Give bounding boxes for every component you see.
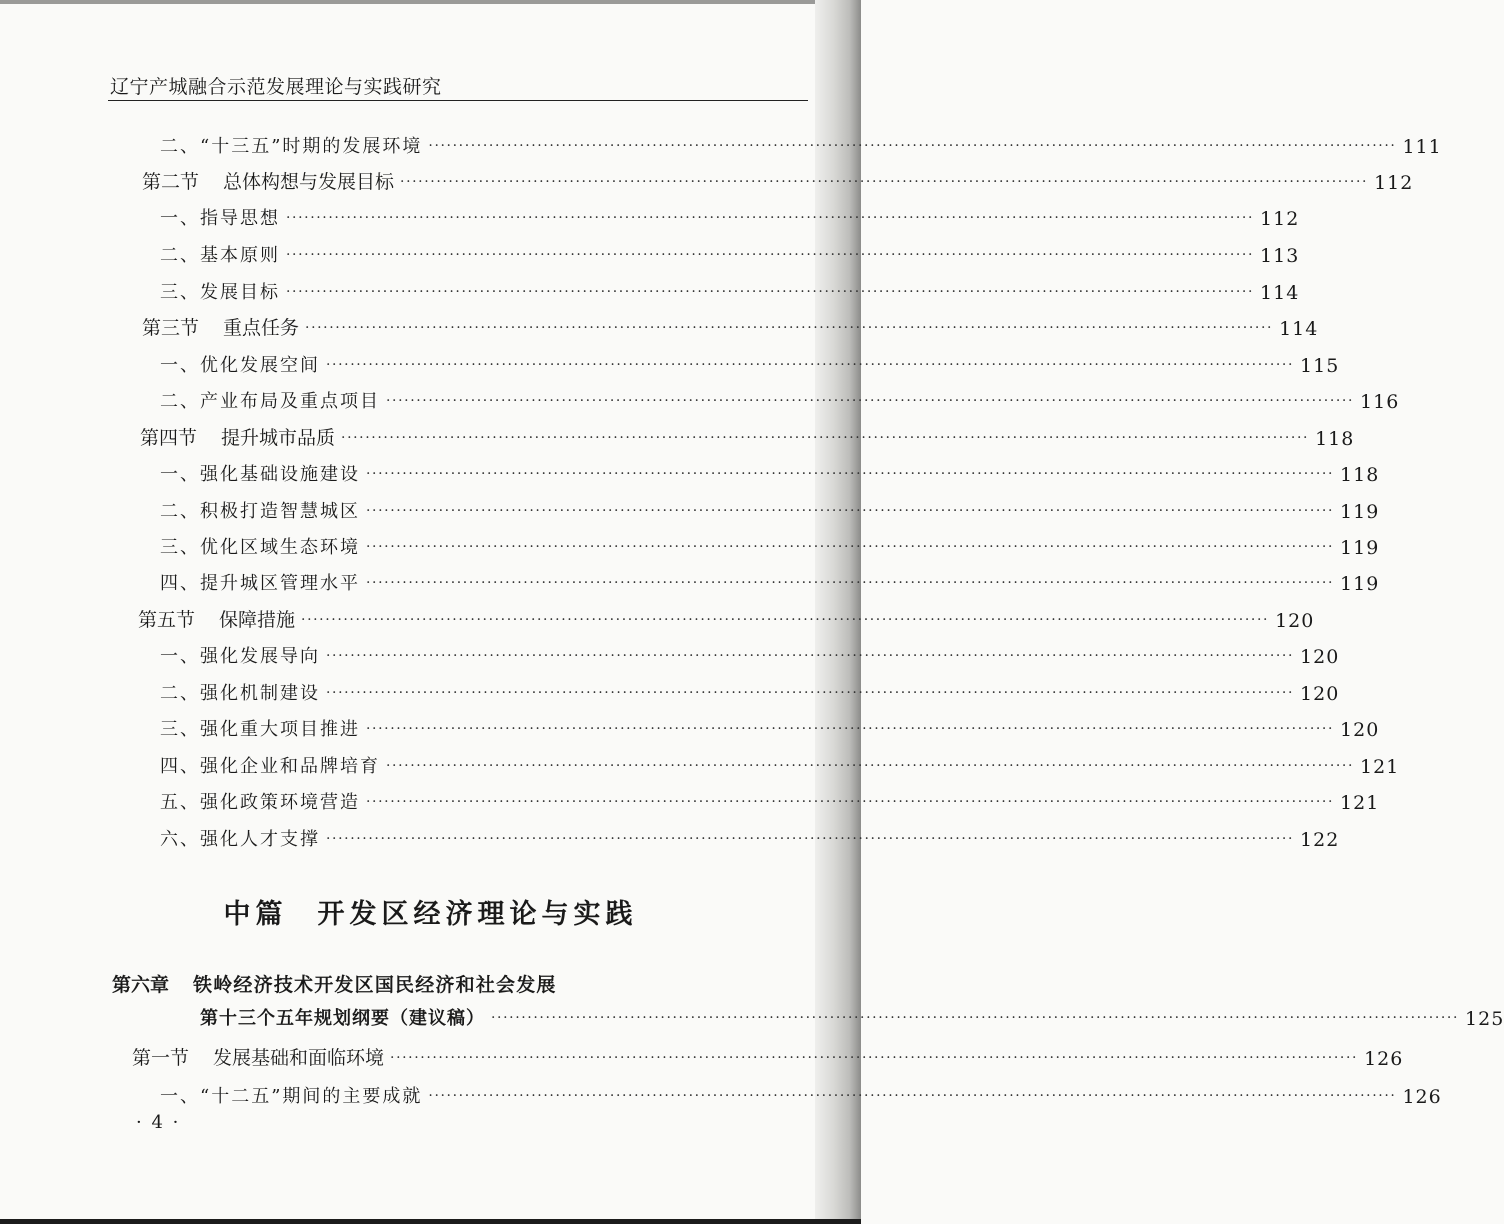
toc-entry-title: 产业布局及重点项目 (200, 391, 380, 412)
toc-entry (132, 1040, 1404, 1070)
toc-entry-title: 发展目标 (200, 282, 280, 303)
toc-entry-label: 二、 (160, 501, 200, 522)
toc-entry-title: 强化重大项目推进 (200, 719, 360, 740)
leader-dots: ································································································································································ (326, 648, 1295, 664)
toc-entry (160, 1078, 1442, 1108)
chapter-heading (112, 970, 557, 997)
toc-entry (160, 748, 1400, 778)
toc-page-number: 121 (1340, 792, 1380, 814)
leader-dots: ································································································································································ (366, 575, 1335, 591)
leader-dots: ································································································································································ (286, 247, 1255, 263)
leader-dots: ································································································································································ (326, 357, 1295, 373)
running-head: 辽宁产城融合示范发展理论与实践研究 (110, 76, 442, 98)
toc-entry (160, 128, 1442, 158)
toc-page-number: 116 (1360, 391, 1400, 413)
toc-page-number: 120 (1300, 683, 1340, 705)
toc-entry-title: 提升城市品质 (221, 427, 336, 449)
toc-entry-title: 强化企业和品牌培育 (200, 756, 380, 777)
chapter-title-line2: 第十三个五年规划纲要（建议稿） (200, 1008, 485, 1029)
leader-dots: ································································································································································ (286, 210, 1255, 226)
toc-entry-title: 基本原则 (200, 245, 280, 266)
toc-entry-title: 强化基础设施建设 (200, 464, 360, 485)
toc-entry-label: 第五节 (138, 609, 196, 631)
scan-top-edge (0, 0, 861, 4)
toc-page-number: 112 (1260, 208, 1300, 230)
header-rule (108, 100, 808, 101)
page-folio: · 4 · (136, 1112, 181, 1133)
toc-entry-label: 第一节 (132, 1047, 190, 1069)
leader-dots: ································································································································································ (428, 1088, 1397, 1104)
toc-entry-label: 第四节 (140, 427, 198, 449)
leader-dots: ································································································································································ (326, 831, 1295, 847)
toc-entry (160, 784, 1380, 814)
toc-page-number: 114 (1260, 282, 1300, 304)
toc-entry-title: 重点任务 (223, 317, 300, 339)
chapter-title-line1: 铁岭经济技术开发区国民经济和社会发展 (193, 974, 557, 996)
toc-page-number: 111 (1402, 136, 1442, 158)
scan-bottom-edge (0, 1219, 861, 1224)
toc-entry-title: 强化发展导向 (200, 646, 320, 667)
leader-dots: ································································································································································ (366, 466, 1335, 482)
leader-dots: ································································································································································ (286, 284, 1255, 300)
toc-entry (160, 565, 1380, 595)
leader-dots: ································································································································································ (341, 430, 1310, 446)
toc-entry-label: 三、 (160, 282, 200, 303)
toc-page-number: 115 (1300, 355, 1340, 377)
toc-entry (160, 347, 1340, 377)
toc-entry-label: 一、 (160, 1086, 200, 1107)
toc-page-number: 119 (1340, 537, 1380, 559)
chapter-title-line2-row (200, 1000, 1504, 1030)
toc-entry (160, 456, 1380, 486)
toc-entry (160, 529, 1380, 559)
toc-entry (160, 237, 1300, 267)
toc-entry (160, 821, 1340, 851)
leader-dots: ································································································································································ (400, 174, 1369, 190)
toc-entry (142, 164, 1414, 194)
leader-dots: ································································································································································ (366, 721, 1335, 737)
part-label: 中篇 (223, 899, 288, 930)
toc-entry-title: 指导思想 (200, 208, 280, 229)
leader-dots: ································································································································································ (326, 685, 1295, 701)
toc-entry-label: 三、 (160, 537, 200, 558)
toc-entry (160, 675, 1340, 705)
toc-entry-title: 优化发展空间 (200, 355, 320, 376)
part-heading (0, 892, 861, 931)
toc-entry-label: 二、 (160, 245, 200, 266)
toc-entry-title: 强化人才支撑 (200, 829, 320, 850)
leader-dots: ································································································································································ (301, 612, 1270, 628)
leader-dots: ································································································································································ (390, 1050, 1359, 1066)
toc-entry-title: “十二五”期间的主要成就 (200, 1086, 423, 1107)
toc-entry-label: 五、 (160, 792, 200, 813)
toc-page-number: 120 (1300, 646, 1340, 668)
leader-dots: ································································································································································ (386, 393, 1355, 409)
toc-page-number: 112 (1374, 172, 1414, 194)
leader-dots: ································································································································································ (366, 503, 1335, 519)
leader-dots: ································································································································································ (428, 138, 1397, 154)
toc-page-number: 120 (1340, 719, 1380, 741)
chapter-label: 第六章 (112, 974, 170, 996)
toc-entry-title: 优化区域生态环境 (200, 537, 360, 558)
toc-page-number: 122 (1300, 829, 1340, 851)
toc-entry-title: 总体构想与发展目标 (223, 171, 395, 193)
chapter-page-number: 125 (1465, 1008, 1504, 1030)
toc-entry-label: 四、 (160, 573, 200, 594)
toc-entry (160, 383, 1400, 413)
leader-dots: ································································································································································ (491, 1010, 1460, 1026)
toc-entry-title: 保障措施 (219, 609, 296, 631)
toc-entry-label: 三、 (160, 719, 200, 740)
toc-page-number: 114 (1279, 318, 1319, 340)
toc-entry-title: 积极打造智慧城区 (200, 501, 360, 522)
toc-entry (160, 493, 1380, 523)
toc-entry-title: 强化政策环境营造 (200, 792, 360, 813)
toc-entry-title: 强化机制建设 (200, 683, 320, 704)
toc-page-number: 126 (1364, 1048, 1404, 1070)
toc-entry-label: 一、 (160, 208, 200, 229)
leader-dots: ································································································································································ (366, 539, 1335, 555)
toc-entry (142, 310, 1319, 340)
toc-entry (160, 274, 1300, 304)
toc-entry-label: 二、 (160, 683, 200, 704)
toc-entry-label: 四、 (160, 756, 200, 777)
toc-entry-label: 六、 (160, 829, 200, 850)
toc-entry-label: 一、 (160, 646, 200, 667)
toc-entry-label: 二、 (160, 391, 200, 412)
toc-page-number: 126 (1402, 1086, 1442, 1108)
toc-entry-label: 二、 (160, 136, 200, 157)
toc-entry-title: 发展基础和面临环境 (213, 1047, 385, 1069)
toc-entry-label: 一、 (160, 355, 200, 376)
leader-dots: ································································································································································ (305, 320, 1274, 336)
toc-entry (160, 711, 1380, 741)
toc-entry-label: 第三节 (142, 317, 200, 339)
part-title: 开发区经济理论与实践 (317, 899, 638, 930)
toc-page-number: 120 (1275, 610, 1315, 632)
toc-page-number: 121 (1360, 756, 1400, 778)
toc-page-number: 118 (1340, 464, 1380, 486)
toc-page-number: 119 (1340, 573, 1380, 595)
toc-entry-title: “十三五”时期的发展环境 (200, 136, 423, 157)
toc-entry-label: 第二节 (142, 171, 200, 193)
leader-dots: ································································································································································ (386, 758, 1355, 774)
toc-entry-label: 一、 (160, 464, 200, 485)
toc-page-number: 119 (1340, 501, 1380, 523)
toc-entry (160, 200, 1300, 230)
toc-entry-title: 提升城区管理水平 (200, 573, 360, 594)
leader-dots: ································································································································································ (366, 794, 1335, 810)
toc-entry (160, 638, 1340, 668)
toc-page-number: 113 (1260, 245, 1300, 267)
toc-entry (140, 420, 1355, 450)
toc-page-number: 118 (1315, 428, 1355, 450)
toc-entry (138, 602, 1315, 632)
